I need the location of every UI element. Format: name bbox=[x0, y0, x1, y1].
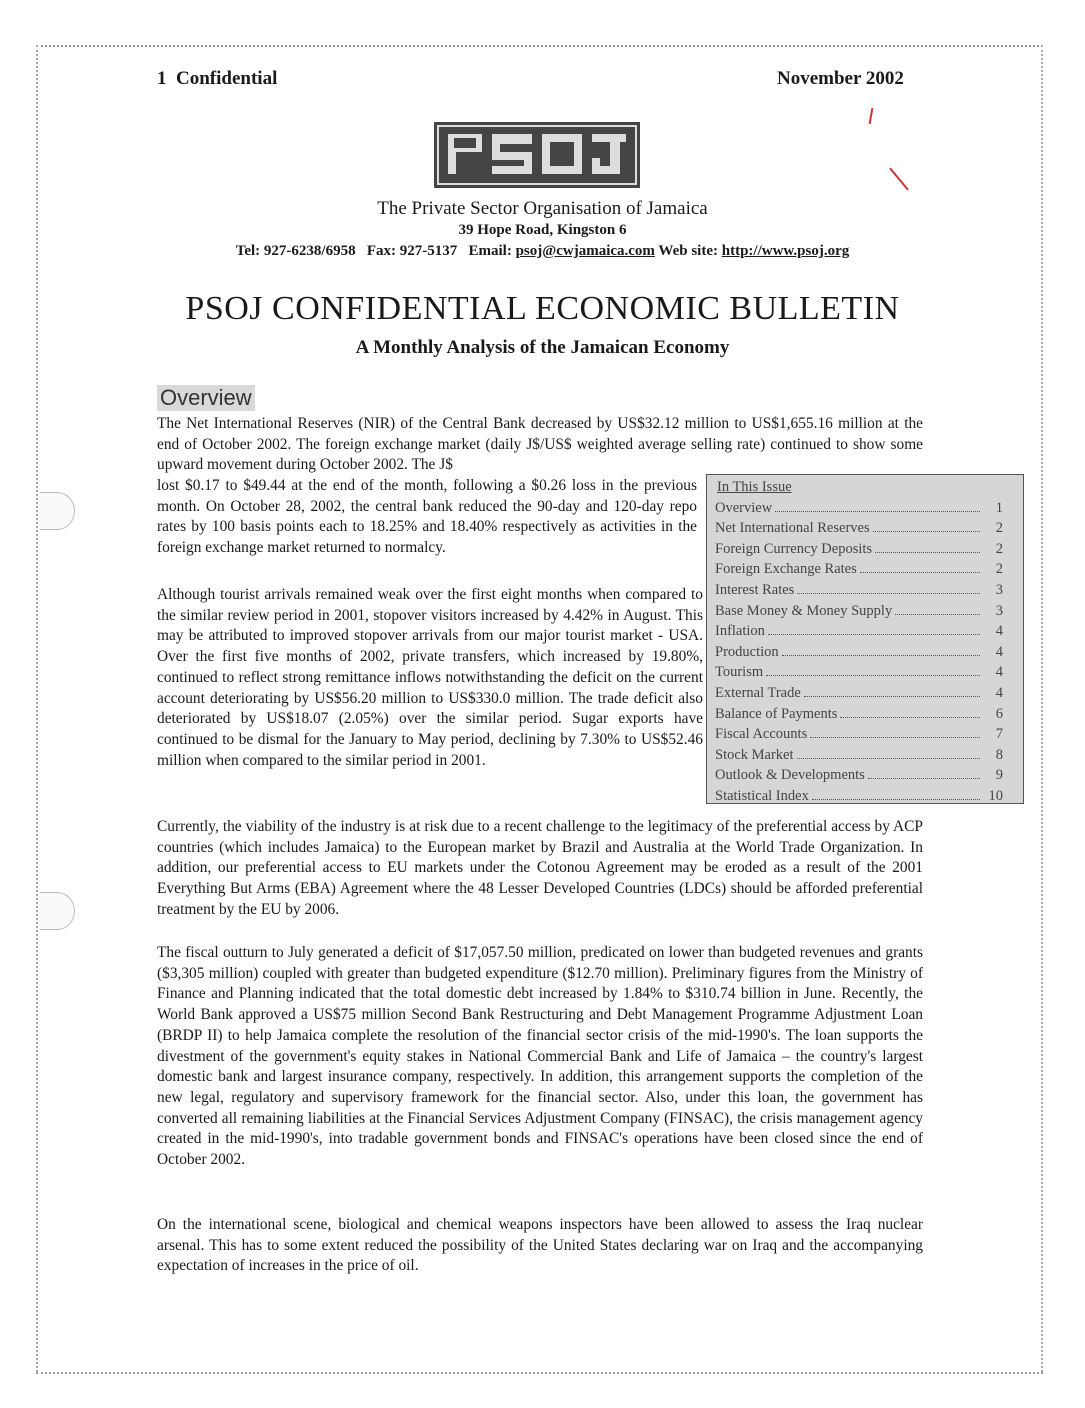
toc-leader-dots bbox=[868, 778, 980, 779]
toc-item-page: 6 bbox=[995, 705, 1003, 722]
toc-item-page: 3 bbox=[995, 602, 1003, 619]
pen-mark bbox=[869, 108, 874, 124]
toc-heading: In This Issue bbox=[717, 479, 792, 495]
bottom-border bbox=[36, 1372, 1043, 1374]
email-label: Email: bbox=[468, 243, 512, 259]
toc-item[interactable] bbox=[715, 601, 1003, 622]
website-label: Web site: bbox=[658, 243, 718, 259]
paragraph-tourism: Although tourist arrivals remained weak over the first eight months when compared to the similar review period in 2001, stopover visitors increased by 4.42% in August. This may be attributed to improved stopover arrivals from our major tourist market - USA. Over the first five months of 2002, private transfers, which increased by 19.80%, continued to reflect strong remittance inflows notwithstanding the deficit on the current account deteriorating by US$56.20 million to US$330.0 million. The trade deficit also deteriorated by US$18.07 (2.05%) over the similar period. Sugar exports have continued to be dismal for the January to May period, declining by 7.30% to US$52.46 million when compared to the similar period in 2001. bbox=[157, 586, 703, 769]
bulletin-subtitle: A Monthly Analysis of the Jamaican Economy bbox=[355, 337, 730, 358]
toc-item-page: 1 bbox=[995, 499, 1003, 516]
toc-item[interactable] bbox=[715, 724, 1003, 745]
toc-item[interactable] bbox=[715, 518, 1003, 539]
toc-leader-dots bbox=[782, 655, 980, 656]
toc-item-page: 2 bbox=[995, 561, 1003, 578]
toc-item-page: 7 bbox=[995, 726, 1003, 743]
toc-item-page: 9 bbox=[995, 767, 1003, 784]
toc-leader-dots bbox=[875, 552, 980, 553]
toc-item-label: Foreign Currency Deposits bbox=[715, 540, 873, 557]
paragraph-nir-lead: The Net International Reserves (NIR) of the Central Bank decreased by US$32.12 million to US$1,655.16 million at the end of October 2002. The foreign exchange market (daily J$/US$ weighted average selling rate) continued to show some upward movement during October 2002. The J$ bbox=[157, 415, 923, 474]
page-number-confidential: 1 Confidential bbox=[157, 68, 278, 89]
fax: Fax: 927-5137 bbox=[366, 243, 458, 259]
toc-item-label: Balance of Payments bbox=[715, 705, 838, 722]
toc-leader-dots bbox=[768, 634, 980, 635]
toc-item-label: Production bbox=[715, 643, 779, 660]
toc-leader-dots bbox=[840, 717, 980, 718]
toc-item[interactable] bbox=[715, 559, 1003, 580]
paragraph-sugar-industry: Currently, the viability of the industry is at risk due to a recent challenge to the legitimacy of the preferential access by ACP countries (which includes Jamaica) to the European market by Brazil and Australia at the World Trade Organization. In addition, our preferential access to EU markets under the Cotonou Agreement may be eroded as a result of the 2001 Everything But Arms (EBA) Agreement where the 48 Lesser Developed Countries (LDCs) should be afforded preferential treatment by the EU by 2006. bbox=[157, 818, 923, 918]
toc-item-page: 2 bbox=[995, 520, 1003, 537]
logo-text: PSOJ bbox=[537, 186, 540, 187]
toc-item-label: Overview bbox=[715, 499, 773, 516]
toc-item-label: Inflation bbox=[715, 623, 765, 640]
toc-item[interactable] bbox=[715, 683, 1003, 704]
toc-item-label: Base Money & Money Supply bbox=[715, 602, 893, 619]
toc-item[interactable] bbox=[715, 786, 1003, 807]
toc-leader-dots bbox=[895, 614, 980, 615]
toc-item[interactable] bbox=[715, 745, 1003, 766]
toc-item-page: 3 bbox=[995, 581, 1003, 598]
toc-item[interactable] bbox=[715, 642, 1003, 663]
paragraph-fiscal: The fiscal outturn to July generated a deficit of $17,057.50 million, predicated on lower than budgeted revenues and grants ($3,305 million) coupled with greater than budgeted expenditure ($12.70 million). Preliminary figures from the Ministry of Finance and Planning indicated that the total domestic debt increased by 1.84% to $310.74 billion in June. Recently, the World Bank approved a US$75 million Second Bank Restructuring and Debt Management Programme Adjustment Loan (BRDP II) to help Jamaica complete the resolution of the financial sector crisis of the mid-1990's. The loan supports the divestment of the government's equity stakes in National Commercial Bank and Life of Jamaica – the country's largest domestic bank and largest insurance company, respectively. In addition, this arrangement supports the completion of the new legal, regulatory and supervisory framework for the financial sector. Also, under this loan, the government has converted all remaining liabilities at the Financial Services Adjustment Company (FINSAC), the crisis management agency created in the mid-1990's, into tradable government bonds and FINSAC's operations have been closed since the end of October 2002. bbox=[157, 944, 923, 1169]
website-link[interactable]: http://www.psoj.org bbox=[721, 243, 850, 259]
toc-leader-dots bbox=[860, 572, 980, 573]
toc-item[interactable] bbox=[715, 498, 1003, 519]
toc-item-label: Interest Rates bbox=[715, 581, 795, 598]
pen-mark bbox=[889, 168, 909, 191]
toc-leader-dots bbox=[810, 737, 980, 738]
toc-item[interactable] bbox=[715, 621, 1003, 642]
toc-item-label: External Trade bbox=[715, 684, 801, 701]
contact-line bbox=[0, 243, 1085, 260]
toc-leader-dots bbox=[775, 511, 980, 512]
toc-item[interactable] bbox=[715, 662, 1003, 683]
toc-item-label: Statistical Index bbox=[715, 787, 809, 804]
bulletin-title: PSOJ CONFIDENTIAL ECONOMIC BULLETIN bbox=[185, 290, 900, 327]
toc-item-page: 4 bbox=[995, 623, 1003, 640]
toc-item-label: Outlook & Developments bbox=[715, 767, 865, 784]
organisation-name: The Private Sector Organisation of Jamaica bbox=[377, 198, 708, 219]
toc-leader-dots bbox=[804, 696, 980, 697]
toc-leader-dots bbox=[766, 675, 980, 676]
toc-leader-dots bbox=[812, 799, 980, 800]
toc-item-page: 4 bbox=[995, 684, 1003, 701]
toc-item-page: 10 bbox=[988, 787, 1003, 804]
paragraph-international: On the international scene, biological and chemical weapons inspectors have been allowed to assess the Iraq nuclear arsenal. This has to some extent reduced the possibility of the United States declaring war on Iraq and the accompanying expectation of increases in the price of oil. bbox=[157, 1216, 923, 1275]
email-link[interactable]: psoj@cwjamaica.com bbox=[515, 243, 655, 259]
toc-item-label: Foreign Exchange Rates bbox=[715, 561, 857, 578]
toc-item-label: Stock Market bbox=[715, 746, 794, 763]
toc-item-page: 4 bbox=[995, 664, 1003, 681]
toc-leader-dots bbox=[873, 531, 980, 532]
toc-item[interactable] bbox=[715, 539, 1003, 560]
toc-item-label: Fiscal Accounts bbox=[715, 726, 808, 743]
section-heading-overview: Overview bbox=[157, 385, 255, 411]
toc-item[interactable] bbox=[715, 580, 1003, 601]
psoj-logo bbox=[434, 122, 640, 188]
toc-item[interactable] bbox=[715, 704, 1003, 725]
telephone: Tel: 927-6238/6958 bbox=[235, 243, 356, 259]
toc-leader-dots bbox=[797, 593, 980, 594]
top-border bbox=[36, 45, 1043, 47]
in-this-issue-box bbox=[706, 474, 1024, 804]
toc-item-label: Tourism bbox=[715, 664, 764, 681]
toc-item-page: 2 bbox=[995, 540, 1003, 557]
punch-hole bbox=[40, 892, 75, 930]
paragraph-nir-rest: lost $0.17 to $49.44 at the end of the month, following a $0.26 loss in the previous month. On October 28, 2002, the central bank reduced the 90-day and 120-day repo rates by 100 basis points each to 18.25% and 18.40% respectively as activities in the foreign exchange market returned to normalcy. bbox=[157, 477, 697, 557]
punch-hole bbox=[40, 492, 75, 530]
toc-item[interactable] bbox=[715, 765, 1003, 786]
toc-leader-dots bbox=[797, 758, 980, 759]
toc-item-page: 4 bbox=[995, 643, 1003, 660]
toc-item-label: Net International Reserves bbox=[715, 520, 870, 537]
toc-item-page: 8 bbox=[995, 746, 1003, 763]
issue-date: November 2002 bbox=[777, 68, 904, 89]
organisation-address: 39 Hope Road, Kingston 6 bbox=[458, 222, 627, 238]
